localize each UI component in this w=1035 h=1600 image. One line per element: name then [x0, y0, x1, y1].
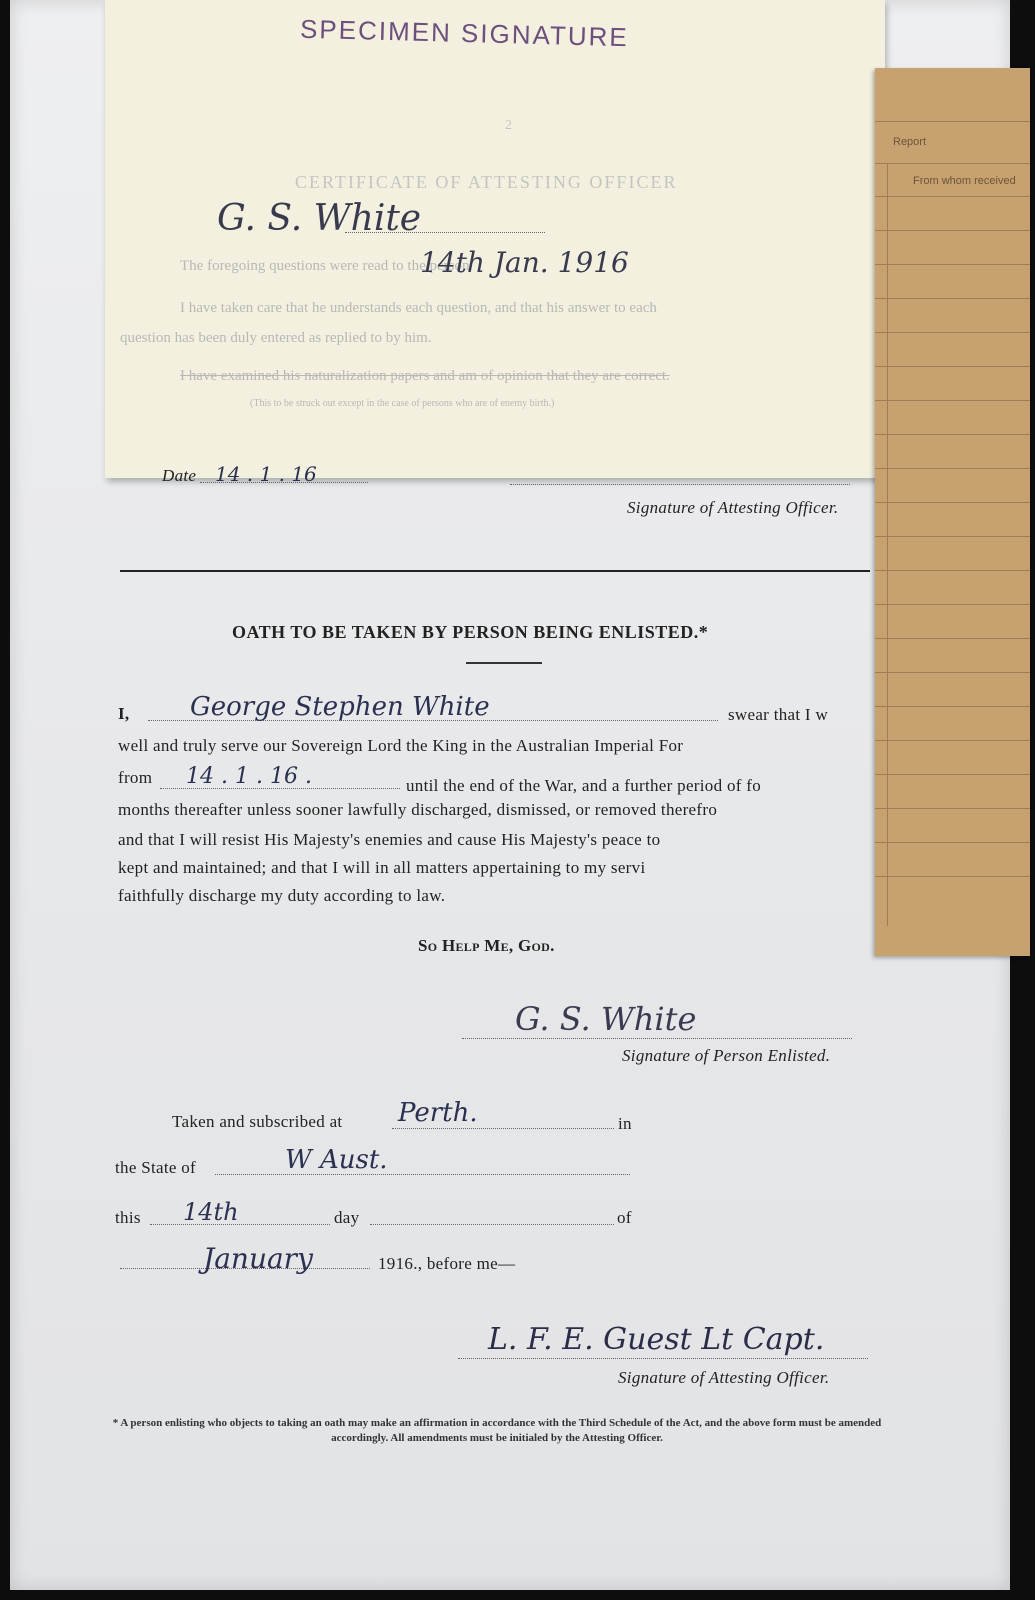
card-report-label: Report: [893, 136, 927, 148]
in-label: in: [618, 1114, 632, 1133]
card-from-label: From whom received: [913, 175, 1016, 187]
officer-signature-caption: Signature of Attesting Officer.: [618, 1368, 830, 1387]
state-label: the State of: [115, 1158, 197, 1177]
certificate-note: (This to be struck out except in the case of persons who are of enemy birth.): [250, 398, 555, 409]
day-value: 14th: [183, 1198, 239, 1226]
enlistee-signature-caption: Signature of Person Enlisted.: [622, 1046, 831, 1065]
title-rule: [466, 662, 542, 664]
day-line: [370, 1224, 614, 1225]
certificate-line-4-struck: I have examined his naturalization papers and am of opinion that they are correct.: [180, 368, 670, 384]
card-margin-rule: [887, 163, 888, 926]
oath-title: OATH TO BE TAKEN BY PERSON BEING ENLISTED.*: [232, 622, 709, 642]
certificate-date: 14th Jan. 1916: [420, 246, 629, 279]
oath-line-1-end: swear that I w: [728, 705, 829, 724]
certificate-line-3: question has been duly entered as replied to by him.: [120, 330, 432, 346]
enlistee-name: George Stephen White: [190, 692, 490, 722]
oath-closing: So Help Me, God.: [418, 936, 555, 955]
enlistee-signature-line: [462, 1038, 852, 1039]
attesting-signature-caption: Signature of Attesting Officer.: [627, 498, 839, 517]
oath-line-4: months thereafter unless sooner lawfully discharged, dismissed, or removed therefro: [118, 800, 718, 819]
certificate-title: CERTIFICATE OF ATTESTING OFFICER: [295, 172, 678, 192]
subscribed-label: Taken and subscribed at: [172, 1112, 343, 1131]
day-label: day: [334, 1208, 360, 1227]
officer-signature-line: [458, 1358, 868, 1359]
signature-line: [345, 232, 545, 233]
date-label: Date: [162, 466, 197, 485]
state-line: [215, 1174, 630, 1175]
certificate-line-1: The foregoing questions were read to the person: [180, 258, 470, 274]
certificate-line-2: I have taken care that he understands each question, and that his answer to each: [180, 300, 657, 316]
oath-pronoun: I,: [118, 704, 130, 723]
footnote: * A person enlisting who objects to taking an oath may make an affirmation in accordance with the Third Schedule of the Act, and the above form must be amended accordingly. All amendments must be initialed by the Attesting Officer.: [112, 1417, 882, 1444]
register-card: [875, 68, 1030, 956]
specimen-signature: G. S. White: [217, 198, 422, 239]
oath-line-6: kept and maintained; and that I will in all matters appertaining to my servi: [118, 858, 646, 877]
date-value: 14 . 1 . 16: [215, 462, 317, 486]
enlistee-signature: G. S. White: [515, 1000, 697, 1038]
section-divider: [120, 570, 870, 572]
of-label: of: [617, 1208, 632, 1227]
oath-line-2: well and truly serve our Sovereign Lord the King in the Australian Imperial For: [118, 736, 684, 755]
this-label: this: [115, 1208, 141, 1227]
from-label: from: [118, 768, 153, 787]
specimen-signature-slip: [105, 0, 885, 478]
oath-line-7: faithfully discharge my duty according to law.: [118, 886, 446, 905]
specimen-signature-stamp: SPECIMEN SIGNATURE: [299, 13, 630, 53]
state-value: W Aust.: [285, 1145, 388, 1175]
place-line: [392, 1128, 614, 1129]
oath-line-3-end: until the end of the War, and a further period of fo: [406, 776, 762, 795]
attesting-signature-line: [510, 484, 850, 485]
month-value: January: [203, 1242, 313, 1275]
page-number: 2: [505, 118, 512, 133]
oath-line-5: and that I will resist His Majesty's enemies and cause His Majesty's peace to: [118, 830, 661, 849]
day-number-line: [150, 1224, 330, 1225]
place-value: Perth.: [398, 1098, 478, 1128]
attesting-officer-signature: L. F. E. Guest Lt Capt.: [488, 1322, 825, 1357]
from-date: 14 . 1 . 16 .: [186, 764, 312, 789]
year-text: 1916., before me—: [378, 1254, 516, 1273]
